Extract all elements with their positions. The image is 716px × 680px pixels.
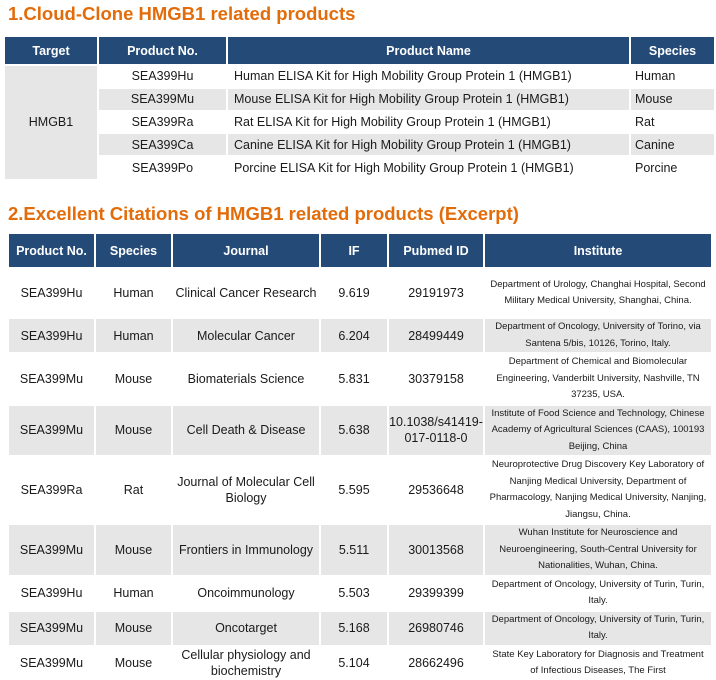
pubmed-id-cell: 29191973: [388, 268, 484, 318]
table-row: [9, 576, 711, 611]
table-row: [9, 353, 711, 405]
header-species: Species: [95, 234, 172, 268]
header-target: Target: [5, 37, 98, 65]
journal-cell: Clinical Cancer Research: [172, 268, 320, 318]
species-cell: Mouse: [95, 611, 172, 646]
pubmed-id-cell: 29536648: [388, 456, 484, 524]
table-row: [5, 65, 714, 88]
header-institute: Institute: [484, 234, 711, 268]
product-no-cell: SEA399Mu: [9, 611, 95, 646]
species-cell: Canine: [630, 133, 714, 156]
institute-cell: Institute of Food Science and Technology, Chinese Academy of Agricultural Sciences (CAAS), 100193 Beijing, China: [484, 405, 711, 457]
institute-cell: Department of Oncology, University of Turin, Turin, Italy.: [484, 611, 711, 646]
table-row: [5, 111, 714, 134]
table-row: [9, 268, 711, 318]
header-product-name: Product Name: [227, 37, 630, 65]
product-no-cell: SEA399Ra: [9, 456, 95, 524]
if-cell: 6.204: [320, 318, 388, 353]
species-cell: Mouse: [95, 353, 172, 405]
pubmed-id-cell: 29399399: [388, 576, 484, 611]
if-cell: 5.638: [320, 405, 388, 457]
species-cell: Human: [95, 268, 172, 318]
if-cell: 5.595: [320, 456, 388, 524]
journal-cell: Frontiers in Immunology: [172, 524, 320, 576]
product-no-cell: SEA399Ca: [98, 133, 227, 156]
species-cell: Porcine: [630, 156, 714, 179]
product-no-cell: SEA399Hu: [9, 318, 95, 353]
header-pubmed-id: Pubmed ID: [388, 234, 484, 268]
journal-cell: Oncoimmunology: [172, 576, 320, 611]
pubmed-id-cell: 30013568: [388, 524, 484, 576]
product-no-cell: SEA399Mu: [9, 353, 95, 405]
table-row: [9, 405, 711, 457]
species-cell: Mouse: [95, 646, 172, 680]
product-no-cell: SEA399Mu: [98, 88, 227, 111]
if-cell: 5.511: [320, 524, 388, 576]
species-cell: Mouse: [95, 405, 172, 457]
if-cell: 9.619: [320, 268, 388, 318]
target-cell: HMGB1: [5, 65, 98, 179]
table-row: [9, 524, 711, 576]
section-1-title: 1.Cloud-Clone HMGB1 related products: [8, 3, 356, 24]
pubmed-id-cell: 10.1038/s41419-017-0118-0: [388, 405, 484, 457]
table-row: [9, 318, 711, 353]
if-cell: 5.168: [320, 611, 388, 646]
institute-cell: Department of Oncology, University of Turin, Turin, Italy.: [484, 576, 711, 611]
product-no-cell: SEA399Po: [98, 156, 227, 179]
species-cell: Human: [95, 318, 172, 353]
section-2-title: 2.Excellent Citations of HMGB1 related products (Excerpt): [8, 203, 519, 224]
product-no-cell: SEA399Ra: [98, 111, 227, 134]
species-cell: Mouse: [630, 88, 714, 111]
header-product-no: Product No.: [98, 37, 227, 65]
species-cell: Human: [630, 65, 714, 88]
product-name-cell: Porcine ELISA Kit for High Mobility Group Protein 1 (HMGB1): [227, 156, 630, 179]
table-row: [9, 456, 711, 524]
species-cell: Mouse: [95, 524, 172, 576]
header-species: Species: [630, 37, 714, 65]
product-no-cell: SEA399Hu: [9, 268, 95, 318]
product-name-cell: Canine ELISA Kit for High Mobility Group Protein 1 (HMGB1): [227, 133, 630, 156]
citations-table: [9, 234, 711, 680]
header-journal: Journal: [172, 234, 320, 268]
product-no-cell: SEA399Mu: [9, 646, 95, 680]
product-no-cell: SEA399Mu: [9, 524, 95, 576]
product-no-cell: SEA399Hu: [9, 576, 95, 611]
journal-cell: Cellular physiology and biochemistry: [172, 646, 320, 680]
institute-cell: Department of Oncology, University of Torino, via Santena 5/bis, 10126, Torino, Italy.: [484, 318, 711, 353]
institute-cell: State Key Laboratory for Diagnosis and Treatment of Infectious Diseases, The First: [484, 646, 711, 680]
if-cell: 5.831: [320, 353, 388, 405]
species-cell: Human: [95, 576, 172, 611]
institute-cell: Wuhan Institute for Neuroscience and Neuroengineering, South-Central University for Nationalities, Wuhan, China.: [484, 524, 711, 576]
journal-cell: Molecular Cancer: [172, 318, 320, 353]
journal-cell: Oncotarget: [172, 611, 320, 646]
pubmed-id-cell: 26980746: [388, 611, 484, 646]
citations-table-header: [9, 234, 711, 268]
header-if: IF: [320, 234, 388, 268]
species-cell: Rat: [630, 111, 714, 134]
if-cell: 5.503: [320, 576, 388, 611]
table-row: [5, 133, 714, 156]
products-table: [5, 37, 714, 179]
journal-cell: Journal of Molecular Cell Biology: [172, 456, 320, 524]
product-no-cell: SEA399Hu: [98, 65, 227, 88]
table-row: [5, 156, 714, 179]
journal-cell: Cell Death & Disease: [172, 405, 320, 457]
journal-cell: Biomaterials Science: [172, 353, 320, 405]
product-name-cell: Mouse ELISA Kit for High Mobility Group Protein 1 (HMGB1): [227, 88, 630, 111]
products-table-header: [5, 37, 714, 65]
header-product-no: Product No.: [9, 234, 95, 268]
product-no-cell: SEA399Mu: [9, 405, 95, 457]
table-row: [9, 611, 711, 646]
species-cell: Rat: [95, 456, 172, 524]
institute-cell: Neuroprotective Drug Discovery Key Laboratory of Nanjing Medical University, Department of Pharmacology, Nanjing Medical University, Nanjing, Jiangsu, China.: [484, 456, 711, 524]
pubmed-id-cell: 30379158: [388, 353, 484, 405]
product-name-cell: Human ELISA Kit for High Mobility Group Protein 1 (HMGB1): [227, 65, 630, 88]
institute-cell: Department of Urology, Changhai Hospital, Second Military Medical University, Shanghai, China.: [484, 268, 711, 318]
product-name-cell: Rat ELISA Kit for High Mobility Group Protein 1 (HMGB1): [227, 111, 630, 134]
institute-cell: Department of Chemical and Biomolecular Engineering, Vanderbilt University, Nashville, TN 37235, USA.: [484, 353, 711, 405]
pubmed-id-cell: 28499449: [388, 318, 484, 353]
if-cell: 5.104: [320, 646, 388, 680]
pubmed-id-cell: 28662496: [388, 646, 484, 680]
table-row: [5, 88, 714, 111]
table-row: [9, 646, 711, 680]
